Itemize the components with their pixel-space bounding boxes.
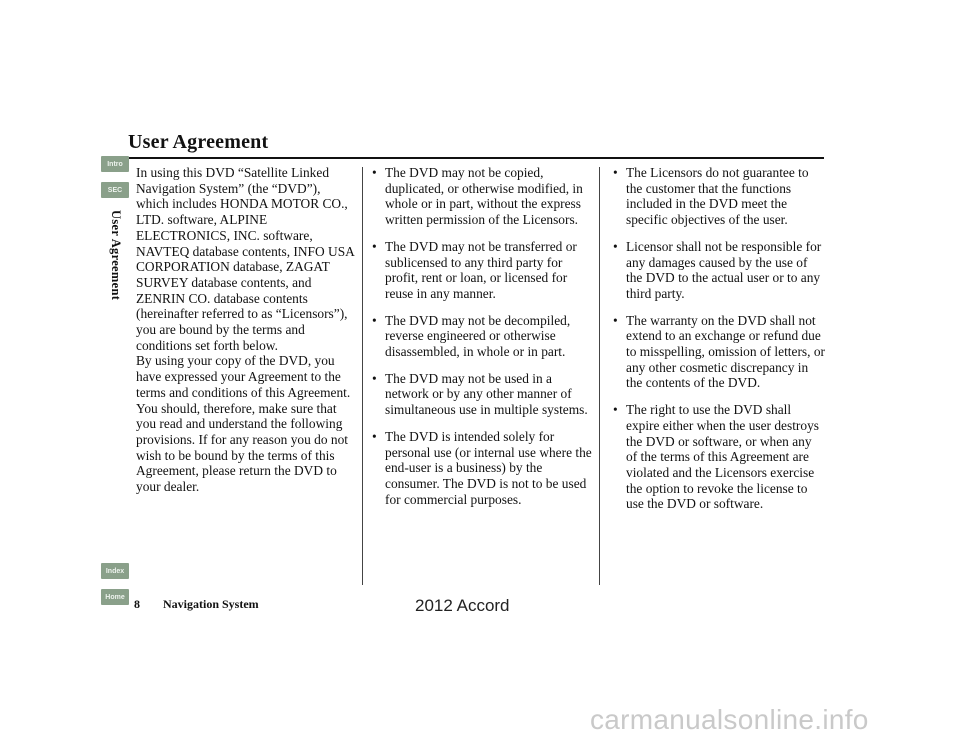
list-item: • The right to use the DVD shall expire either when the user destroys the DVD or software, or when any of the terms of this Agreement are violated and the Licensors exercise the option to revoke the license to use the DVD or software. (612, 402, 826, 512)
page-number: 8 (134, 597, 140, 611)
page-title: User Agreement (128, 131, 269, 153)
index-tab-button[interactable]: Index (101, 563, 129, 579)
intro-column (136, 165, 356, 495)
model-label: 2012 Accord (415, 596, 510, 615)
list-item: • The DVD may not be copied, duplicated, or otherwise modified, in whole or in part, without the express written permission of the Licensors. (371, 165, 593, 228)
list-item: • The DVD may not be decompiled, reverse engineered or otherwise disassembled, in whole or in part. (371, 313, 593, 360)
site-watermark: carmanualsonline.info (590, 704, 869, 735)
intro-paragraph: By using your copy of the DVD, you have expressed your Agreement to the terms and conditions of this Agreement. You should, therefore, make sure that you read and understand the following provisions. If for any reason you do not wish to be bound by the terms of this Agreement, please return the DVD to your dealer. (136, 353, 351, 495)
manual-title: Navigation System (163, 597, 259, 611)
column-divider (599, 167, 600, 585)
middle-column (371, 165, 593, 518)
intro-paragraph: In using this DVD “Satellite Linked Navigation System” (the “DVD”), which includes HONDA MOTOR CO., LTD. software, ALPINE ELECTRONICS, INC. software, NAVTEQ database contents, INFO USA CORPORATION database, ZAGAT SURVEY database contents, and ZENRIN CO. database contents (hereinafter referred to as “Licensors”), you are bound by the terms and conditions set forth below. (136, 165, 355, 353)
list-item: • The DVD may not be transferred or sublicensed to any third party for profit, rent or loan, or licensed for reuse in any manner. (371, 239, 593, 302)
warranty-list (612, 165, 826, 512)
toc-tab-button[interactable]: SEC (101, 182, 129, 198)
title-rule (124, 157, 824, 159)
list-item: • The DVD may not be used in a network or by any other manner of simultaneous use in multiple systems. (371, 371, 593, 418)
list-item: • The warranty on the DVD shall not extend to an exchange or refund due to misspelling, omission of letters, or any other cosmetic discrepancy in the contents of the DVD. (612, 313, 826, 392)
list-item: • The DVD is intended solely for personal use (or internal use where the end-user is a business) by the consumer. The DVD is not to be used for commercial purposes. (371, 429, 593, 508)
column-divider (362, 167, 363, 585)
list-item: • The Licensors do not guarantee to the customer that the functions included in the DVD meet the specific objectives of the user. (612, 165, 826, 228)
home-tab-button[interactable]: Home (101, 589, 129, 605)
section-label: User Agreement (109, 210, 123, 301)
right-column (612, 165, 826, 523)
intro-tab-button[interactable]: Intro (101, 156, 129, 172)
restrictions-list (371, 165, 593, 507)
list-item: • Licensor shall not be responsible for any damages caused by the use of the DVD to the actual user or to any third party. (612, 239, 826, 302)
